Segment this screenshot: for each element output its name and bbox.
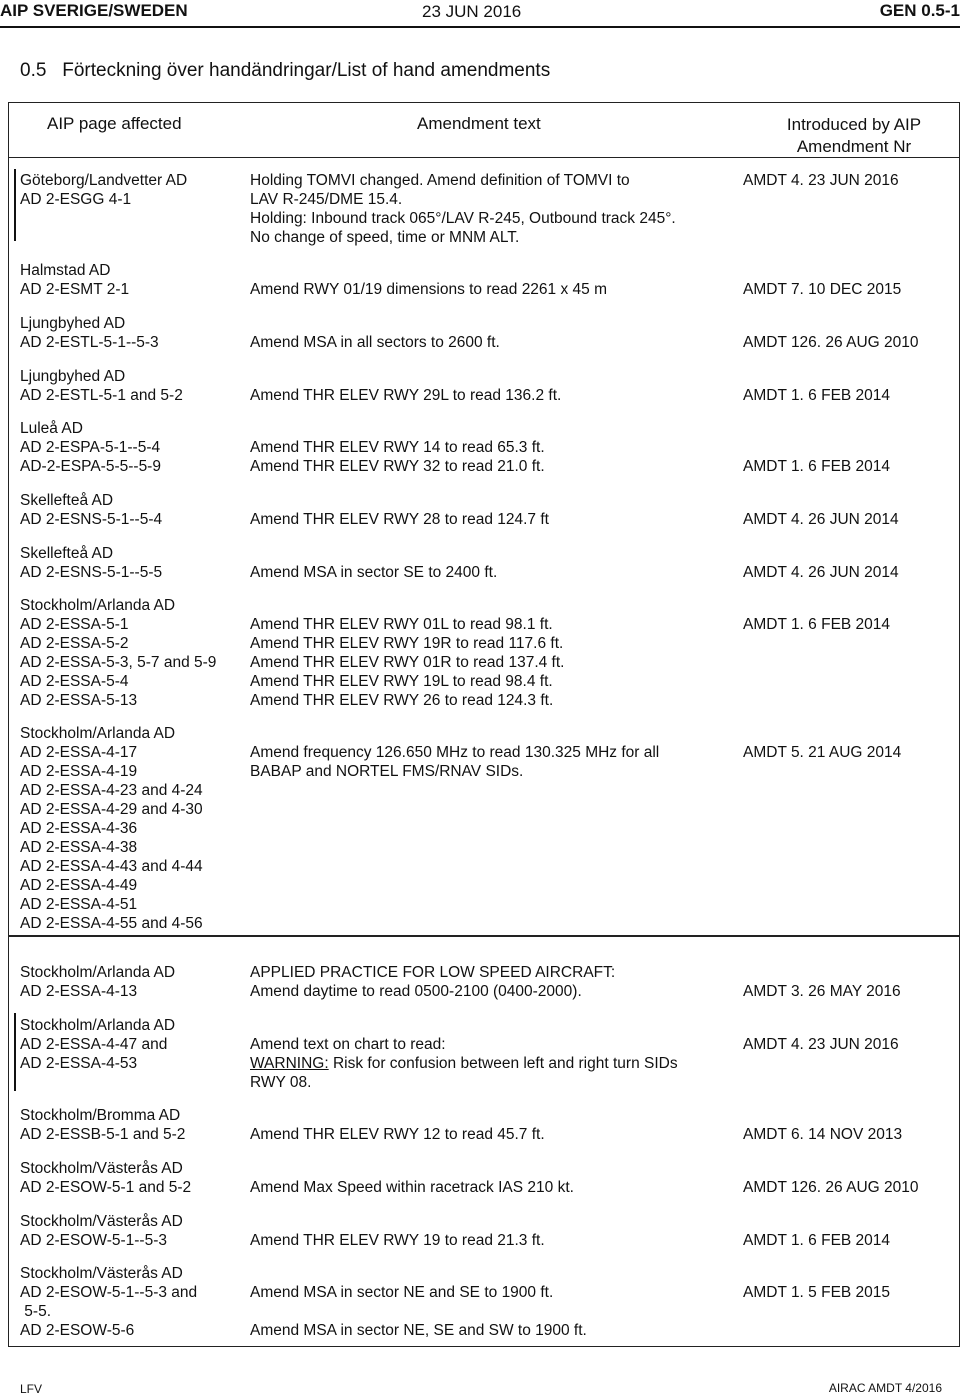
- table-row-text: Amend THR ELEV RWY 19 to read 21.3 ft.: [250, 1232, 545, 1249]
- header-page-number: GEN 0.5-1: [879, 1, 960, 20]
- table-row-amdt: AMDT 4. 26 JUN 2014: [743, 564, 899, 581]
- footer-publisher: LFV: [20, 1382, 43, 1396]
- table-row-text: Amend frequency 126.650 MHz to read 130.325 MHz for all BABAP and NORTEL FMS/RNAV SIDs.: [250, 744, 660, 780]
- row-text-line: RWY 08.: [250, 1074, 312, 1091]
- warning-text: Risk for confusion between left and right turn SIDs: [328, 1055, 678, 1072]
- table-row-page: Skellefteå AD AD 2-ESNS-5-1--5-5: [20, 545, 163, 581]
- table-row-amdt: AMDT 1. 6 FEB 2014: [743, 616, 891, 633]
- table-row-page: Luleå AD AD 2-ESPA-5-1--5-4 AD-2-ESPA-5-5--5-9: [20, 420, 161, 475]
- table-row-page: Halmstad AD AD 2-ESMT 2-1: [20, 262, 130, 298]
- table-row-amdt: AMDT 1. 5 FEB 2015: [743, 1284, 891, 1301]
- page-header: [0, 0, 960, 26]
- table-row-amdt: AMDT 1. 6 FEB 2014: [743, 1232, 891, 1249]
- header-publication: AIP SVERIGE/SWEDEN: [0, 1, 188, 20]
- table-row-text: Amend MSA in all sectors to 2600 ft.: [250, 334, 500, 351]
- table-row-text: [250, 1035, 678, 1092]
- table-row-amdt: AMDT 3. 26 MAY 2016: [743, 983, 901, 1000]
- header-date: 23 JUN 2016: [422, 2, 522, 21]
- table-row-page: Skellefteå AD AD 2-ESNS-5-1--5-4: [20, 492, 163, 528]
- table-header: [9, 103, 959, 158]
- header-rule: [0, 26, 960, 28]
- col-header-amdt: Introduced by AIP Amendment Nr: [786, 115, 922, 156]
- table-row-text: Amend MSA in sector NE and SE to 1900 ft. Amend MSA in sector NE, SE and SW to 1900 ft.: [250, 1284, 587, 1339]
- table-row-amdt: AMDT 5. 21 AUG 2014: [743, 744, 902, 761]
- table-row-text: APPLIED PRACTICE FOR LOW SPEED AIRCRAFT: Amend daytime to read 0500-2100 (0400-2000).: [250, 964, 616, 1000]
- section-title: 0.5 Förteckning över handändringar/List of hand amendments: [20, 60, 551, 81]
- col-header-page: AIP page affected: [47, 114, 182, 133]
- table-row-text: Amend Max Speed within racetrack IAS 210 kt.: [250, 1179, 574, 1196]
- table-row-page: Stockholm/Västerås AD AD 2-ESOW-5-1--5-3: [20, 1213, 183, 1249]
- table-row-page: Stockholm/Västerås AD AD 2-ESOW-5-1--5-3 and 5-5. AD 2-ESOW-5-6: [20, 1265, 198, 1339]
- table-row-page: Stockholm/Bromma AD AD 2-ESSB-5-1 and 5-2: [20, 1107, 186, 1143]
- table-divider: [9, 935, 959, 937]
- table-row-page: Göteborg/Landvetter AD AD 2-ESGG 4-1: [20, 172, 188, 208]
- table-row-text: Amend THR ELEV RWY 29L to read 136.2 ft.: [250, 387, 562, 404]
- warning-label: WARNING:: [250, 1055, 329, 1072]
- table-row-page: Stockholm/Arlanda AD AD 2-ESSA-4-13: [20, 964, 176, 1000]
- table-row-amdt: AMDT 7. 10 DEC 2015: [743, 281, 902, 298]
- table-row-page: Stockholm/Arlanda AD AD 2-ESSA-4-47 and AD 2-ESSA-4-53: [20, 1017, 176, 1072]
- table-row-page: Ljungbyhed AD AD 2-ESTL-5-1--5-3: [20, 315, 159, 351]
- col-header-text: Amendment text: [417, 114, 541, 133]
- table-row-amdt: AMDT 126. 26 AUG 2010: [743, 1179, 919, 1196]
- table-row-page: Ljungbyhed AD AD 2-ESTL-5-1 and 5-2: [20, 368, 183, 404]
- table-row-text: Amend THR ELEV RWY 01L to read 98.1 ft. Amend THR ELEV RWY 19R to read 117.6 ft. Amend THR ELEV RWY 01R to read 137.4 ft. Amend THR ELEV RWY 19L to read 98.4 ft. Amend THR ELEV RWY 26 to read 124.3 ft.: [250, 616, 565, 709]
- table-row-text: Amend THR ELEV RWY 14 to read 65.3 ft. Amend THR ELEV RWY 32 to read 21.0 ft.: [250, 439, 545, 475]
- table-row-page: Stockholm/Västerås AD AD 2-ESOW-5-1 and 5-2: [20, 1160, 192, 1196]
- table-row-text: Amend THR ELEV RWY 28 to read 124.7 ft: [250, 511, 549, 528]
- row-text-line: Amend text on chart to read:: [250, 1036, 446, 1053]
- table-row-text: Amend THR ELEV RWY 12 to read 45.7 ft.: [250, 1126, 545, 1143]
- table-row-amdt: AMDT 1. 6 FEB 2014: [743, 458, 891, 475]
- table-row-amdt: AMDT 1. 6 FEB 2014: [743, 387, 891, 404]
- table-row-amdt: AMDT 4. 23 JUN 2016: [743, 1036, 899, 1053]
- table-row-amdt: AMDT 4. 26 JUN 2014: [743, 511, 899, 528]
- table-row-amdt: AMDT 4. 23 JUN 2016: [743, 172, 899, 189]
- table-row-page: Stockholm/Arlanda AD AD 2-ESSA-4-17 AD 2-ESSA-4-19 AD 2-ESSA-4-23 and 4-24 AD 2-ESSA-4-29 and 4-30 AD 2-ESSA-4-36 AD 2-ESSA-4-38 AD 2-ESSA-4-43 and 4-44 AD 2-ESSA-4-49 AD 2-ESSA-4-51 AD 2-ESSA-4-55 and 4-56: [20, 725, 203, 932]
- footer-amendment: AIRAC AMDT 4/2016: [828, 1381, 942, 1395]
- table-row-text: Amend RWY 01/19 dimensions to read 2261 x 45 m: [250, 281, 607, 298]
- change-bar: [14, 169, 16, 241]
- table-row-text: Holding TOMVI changed. Amend definition of TOMVI to LAV R-245/DME 15.4. Holding: Inbound track 065°/LAV R-245, Outbound track 245°. No change of speed, time or MNM ALT.: [250, 172, 676, 246]
- table-row-amdt: AMDT 6. 14 NOV 2013: [743, 1126, 903, 1143]
- amendments-table: [8, 102, 960, 1347]
- table-row-page: Stockholm/Arlanda AD AD 2-ESSA-5-1 AD 2-ESSA-5-2 AD 2-ESSA-5-3, 5-7 and 5-9 AD 2-ESSA-5-4 AD 2-ESSA-5-13: [20, 597, 217, 709]
- change-bar: [14, 1013, 16, 1091]
- table-row-text: Amend MSA in sector SE to 2400 ft.: [250, 564, 498, 581]
- table-row-amdt: AMDT 126. 26 AUG 2010: [743, 334, 919, 351]
